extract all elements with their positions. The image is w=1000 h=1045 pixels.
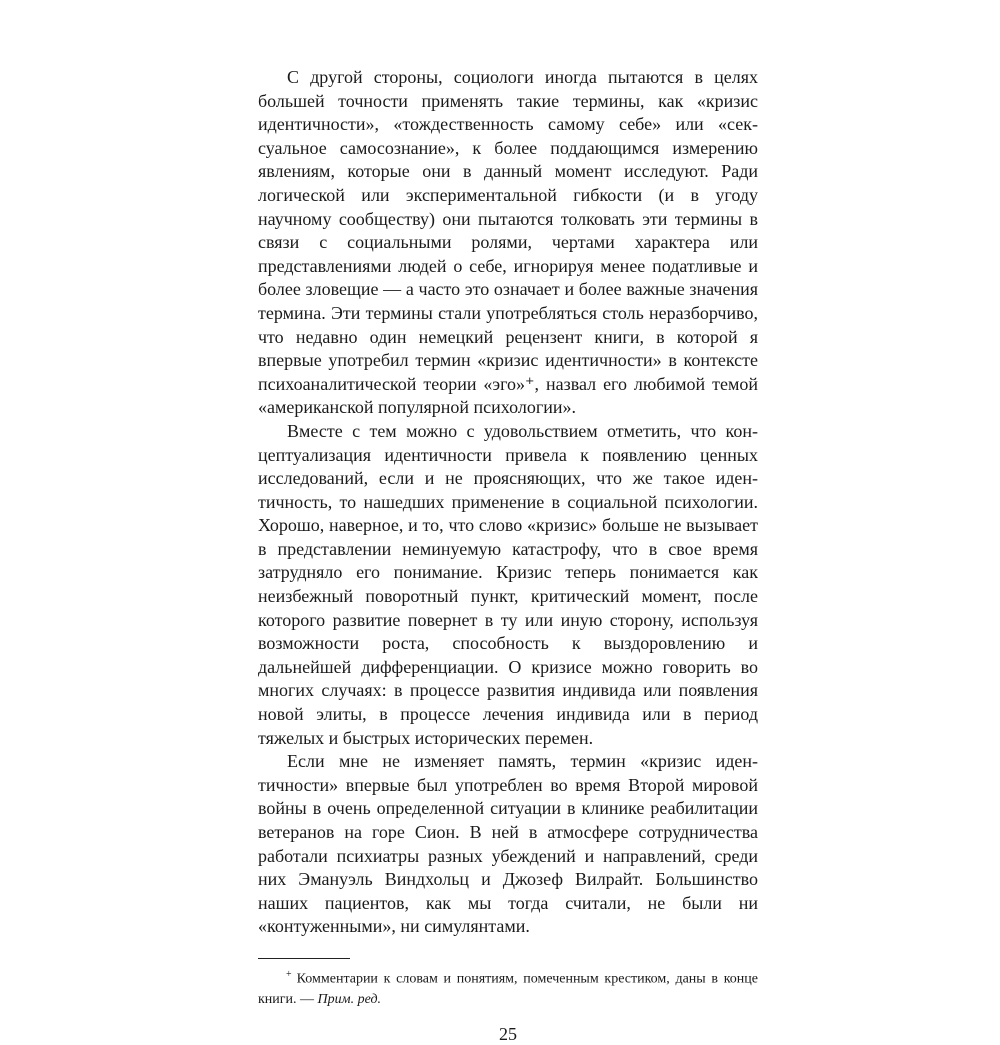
paragraph-1: С другой стороны, социологи иногда пытаются в целях большей точности применять такие термины, как «кризис идентичности», «тождественность самому себе» или «сексуальное самосознание», к более поддающимся измерению явлениям, которые они в данный момент исследуют. Ради логической или экспериментальной гибкости (и в угоду научному сообществу) они пытаются толковать эти термины в связи с социальными ролями, чертами характера или представлениями людей о себе, игнорируя менее податливые и более зловещие — а часто это означает и более важные значения термина. Эти термины стали употребляться столь неразборчиво, что недавно один немецкий рецензент книги, в которой я впервые употребил термин «кризис идентичности» в контексте психоаналитической теории «эго»⁺, назвал его любимой темой «американской популярной психологии».	[258, 67, 758, 418]
footnote-editor-note: Прим. ред.	[317, 991, 382, 1007]
footnote-mark: +	[286, 968, 292, 980]
footnote	[258, 965, 758, 1010]
paragraph-2: Вместе с тем можно с удовольствием отметить, что концептуализация идентичности привела к появлению ценных исследований, если и не проясняющих, что же такое идентичность, то нашедших применение в социальной психологии. Хорошо, наверное, и то, что слово «кризис» больше не вызывает в представлении неминуемую катастрофу, что в свое время затрудняло его понимание. Кризис теперь понимается как неизбежный поворотный пункт, критический момент, после которого развитие повернет в ту или иную сторону, используя возможности роста, способность к выздоровлению и дальнейшей дифференциации. О кризисе можно говорить во многих случаях: в процессе развития индивида или появления новой элиты, в процессе лечения индивида или в период тяжелых и быстрых исторических перемен.	[258, 420, 758, 748]
page-number: 25	[499, 1023, 517, 1044]
paragraph-3: Если мне не изменяет память, термин «кризис идентичности» впервые был употреблен во время Второй мировой войны в очень определенной ситуации в клинике реабилитации ветеранов на горе Сион. В ней в атмосфере сотрудничества работали психиатры разных убеждений и направлений, среди них Эмануэль Виндхольц и Джозеф Вилрайт. Большинство наших пациентов, как мы тогда считали, не были ни «контуженными», ни симулянтами.	[258, 751, 758, 937]
book-page	[258, 66, 758, 1045]
footnote-divider	[258, 958, 350, 959]
footnote-text: Комментарии к словам и понятиям, помеченным крестиком, даны в конце книги. —	[258, 971, 758, 1007]
